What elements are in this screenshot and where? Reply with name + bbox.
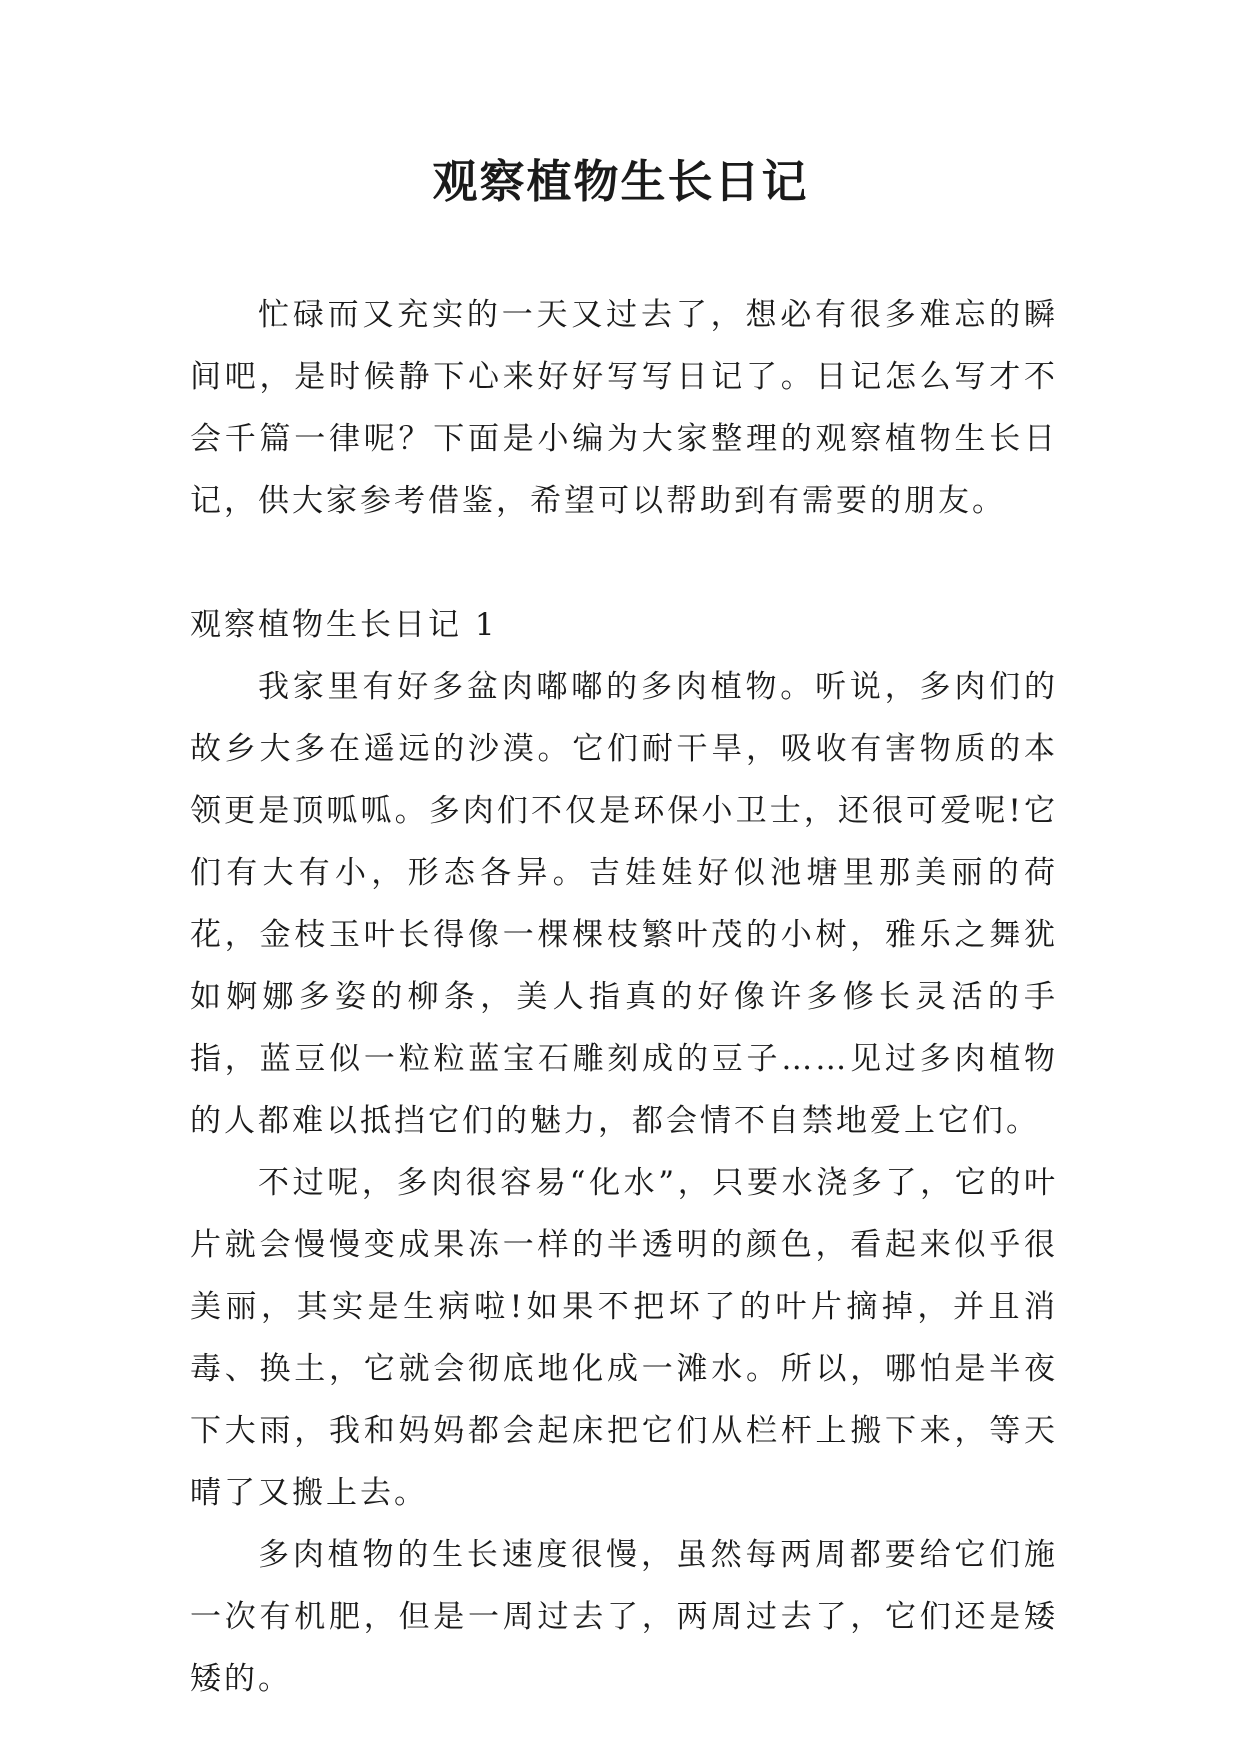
body-paragraph-2: 不过呢，多肉很容易“化水”，只要水浇多了，它的叶片就会慢慢变成果冻一样的半透明的颜色，看起来似乎很美丽，其实是生病啦!如果不把坏了的叶片摘掉，并且消毒、换土，它就会彻底地化成一滩水。所以，哪怕是半夜下大雨，我和妈妈都会起床把它们从栏杆上搬下来，等天晴了又搬上去。 xyxy=(190,1165,1058,1511)
body-paragraph-3: 多肉植物的生长速度很慢，虽然每两周都要给它们施一次有机肥，但是一周过去了，两周过去了，它们还是矮矮的。 xyxy=(190,1537,1058,1697)
intro-paragraph: 忙碌而又充实的一天又过去了，想必有很多难忘的瞬间吧，是时候静下心来好好写写日记了。日记怎么写才不会千篇一律呢？下面是小编为大家整理的观察植物生长日记，供大家参考借鉴，希望可以帮助到有需要的朋友。 xyxy=(190,297,1058,519)
section-heading: 观察植物生长日记 1 xyxy=(190,607,498,643)
body-paragraph-1: 我家里有好多盆肉嘟嘟的多肉植物。听说，多肉们的故乡大多在遥远的沙漠。它们耐干旱，吸收有害物质的本领更是顶呱呱。多肉们不仅是环保小卫士，还很可爱呢!它们有大有小，形态各异。吉娃娃好似池塘里那美丽的荷花，金枝玉叶长得像一棵棵枝繁叶茂的小树，雅乐之舞犹如婀娜多姿的柳条，美人指真的好像许多修长灵活的手指，蓝豆似一粒粒蓝宝石雕刻成的豆子……见过多肉植物的人都难以抵挡它们的魅力，都会情不自禁地爱上它们。 xyxy=(190,669,1058,1139)
document-body xyxy=(190,284,1058,1710)
document-title: 观察植物生长日记 xyxy=(432,155,809,208)
